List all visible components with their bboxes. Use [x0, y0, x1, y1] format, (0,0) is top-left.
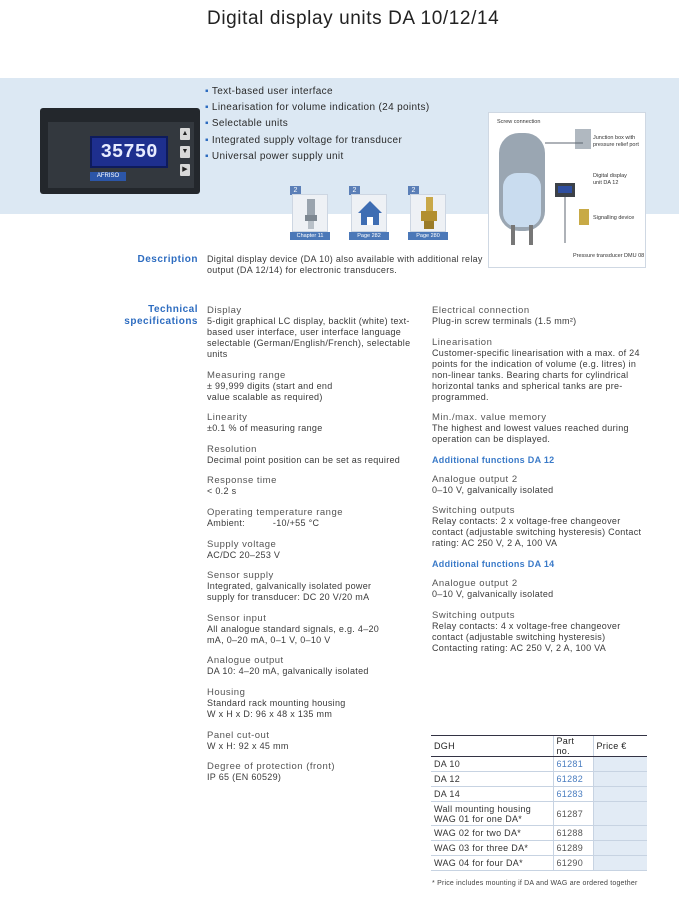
feature-item: ▪ Universal power supply unit [205, 150, 344, 162]
valve-thumbnail [410, 194, 446, 232]
spec-linearity: Linearity ±0.1 % of measuring range [207, 412, 323, 434]
table-row: WAG 02 for two DA* 61288 [431, 826, 647, 841]
description-text: Digital display device (DA 10) also available with additional relay output (DA 12/14) for electronic transducers. [207, 254, 483, 275]
spec-column-left [207, 305, 419, 793]
table-header: DGH Part no. Price € [431, 736, 647, 757]
transducer-thumbnail [292, 194, 328, 232]
device-display: 35750 [90, 136, 168, 168]
spec-housing: Housing Standard rack mounting housing W x H x D: 96 x 48 x 135 mm [207, 686, 346, 719]
spec-linearisation: Linearisation Customer-specific linearisation with a max. of 24 points for the indication of volume (e.g. litres) in non-linear tanks. Bearing charts for cylindrical horizontal tanks and spherical tanks are pre-programmed. [432, 336, 640, 402]
application-schematic: Screw connection Junction box with pressure relief port Digital display unit DA 12 Signalling device Pressure transducer DMU 08 [488, 112, 646, 268]
da12-analogue-output: Analogue output 2 0–10 V, galvanically isolated [432, 473, 554, 495]
bullet-icon: ▪ [205, 134, 209, 146]
feature-list [205, 84, 430, 165]
chapter-link-page-282[interactable]: 2 Page 282 [349, 186, 389, 240]
spec-resolution: Resolution Decimal point position can be set as required [207, 443, 401, 465]
house-thumbnail [351, 194, 387, 232]
feature-item: ▪ Integrated supply voltage for transducer [205, 134, 403, 146]
table-row: Wall mounting housing WAG 01 for one DA* 61287 [431, 802, 647, 826]
table-row: WAG 03 for three DA* 61289 [431, 841, 647, 856]
da14-switching-outputs: Switching outputs Relay contacts: 4 x voltage-free changeover contact (adjustable switching hysteresis) Contacting rating: AC 250 V, 2 A, 100 VA [432, 609, 621, 653]
bullet-icon: ▪ [205, 118, 209, 130]
spec-measuring-range: Measuring range ± 99,999 digits (start and end value scalable as required) [207, 369, 333, 402]
spec-supply-voltage: Supply voltage AC/DC 20–253 V [207, 538, 281, 560]
table-row: DA 10 61281 [431, 757, 647, 772]
spec-response-time: Response time < 0.2 s [207, 475, 277, 497]
spec-minmax-memory: Min./max. value memory The highest and lowest values reached during operation can be displayed. [432, 412, 629, 445]
table-row: WAG 04 for four DA* 61290 [431, 856, 647, 871]
tech-spec-label: Technical specifications [124, 304, 198, 327]
spec-protection: Degree of protection (front) IP 65 (EN 60529) [207, 761, 336, 783]
da14-heading: Additional functions DA 14 [432, 558, 555, 569]
bullet-icon: ▪ [205, 102, 209, 114]
feature-item: ▪ Linearisation for volume indication (24 points) [205, 102, 430, 114]
spec-panel-cutout: Panel cut-out W x H: 92 x 45 mm [207, 729, 289, 751]
chapter-link-transducer[interactable]: 2 Chapter 11 [290, 186, 330, 240]
table-footnote: * Price includes mounting if DA and WAG are ordered together [432, 880, 638, 887]
description-label: Description [137, 254, 198, 265]
bullet-icon: ▪ [205, 150, 209, 162]
order-table [431, 735, 647, 871]
down-arrow-icon: ▼ [180, 146, 190, 158]
spec-electrical-connection: Electrical connection Plug-in screw terminals (1.5 mm²) [432, 305, 577, 326]
table-row: DA 12 61282 [431, 772, 647, 787]
da14-analogue-output: Analogue output 2 0–10 V, galvanically isolated [432, 577, 554, 599]
chapter-link-page-280[interactable]: 2 Page 280 [408, 186, 448, 240]
device-brand-logo: AFRISO [90, 172, 126, 181]
da12-heading: Additional functions DA 12 [432, 454, 555, 465]
right-arrow-icon: ▶ [180, 164, 190, 176]
up-arrow-icon: ▲ [180, 128, 190, 140]
page-title: Digital display units DA 10/12/14 [207, 8, 500, 29]
table-row: DA 14 61283 [431, 787, 647, 802]
spec-sensor-input: Sensor input All analogue standard signals, e.g. 4–20 mA, 0–20 mA, 0–1 V, 0–10 V [207, 612, 380, 645]
bullet-icon: ▪ [205, 86, 209, 97]
spec-operating-temp: Operating temperature range Ambient: -10/+55 °C [207, 506, 344, 528]
spec-analogue-output: Analogue output DA 10: 4–20 mA, galvanically isolated [207, 655, 369, 677]
spec-column-right [432, 305, 644, 663]
feature-item: ▪ Text-based user interface [205, 86, 333, 97]
spec-sensor-supply: Sensor supply Integrated, galvanically isolated power supply for transducer: DC 20 V/20 mA [207, 570, 372, 603]
feature-item: ▪ Selectable units [205, 118, 289, 130]
spec-display: Display 5-digit graphical LC display, backlit (white) text-based user interface, user interface language selectable (German/English/French), selectable units [207, 305, 411, 359]
da12-switching-outputs: Switching outputs Relay contacts: 2 x voltage-free changeover contact (adjustable switching hysteresis) Contact rating: AC 250 V, 2 A, 100 VA [432, 505, 642, 549]
